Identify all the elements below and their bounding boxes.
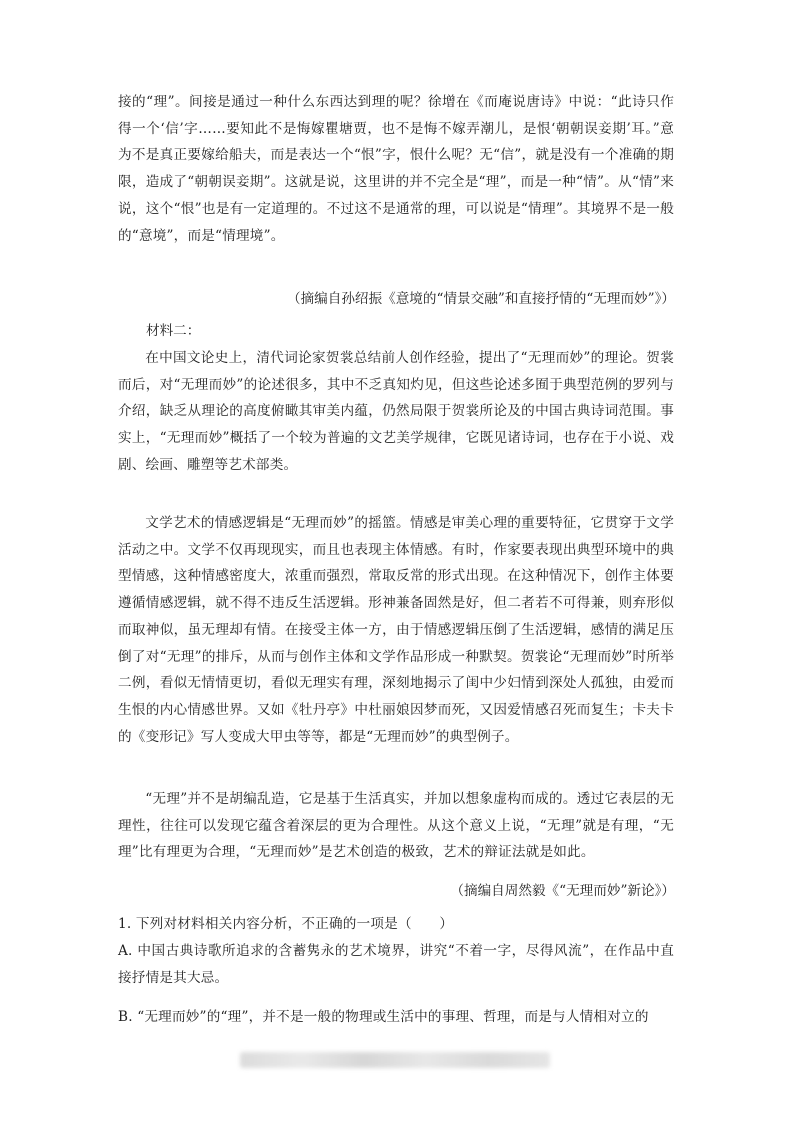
question-1-option-b: B. “无理而妙”的“理”，并不是一般的物理或生活中的事理、哲理，而是与人情相对立的 [118, 1009, 649, 1025]
source-citation-2: （摘编自周然毅《“无理而妙”新论》） [450, 883, 675, 899]
question-1-option-a: A. 中国古典诗歌所追求的含蓄隽永的艺术境界，讲究“不着一字，尽得风流”，在作品中直接抒情是其大忌。 [118, 943, 674, 986]
material2-paragraph-2: 文学艺术的情感逻辑是“无理而妙”的摇篮。情感是审美心理的重要特征，它贯穿于文学活动之中。文学不仅再现现实，而且也表现主体情感。有时，作家要表现出典型环境中的典型情感，这种情感密度大，浓重而强烈，常取反常的形式出现。在这种情况下，创作主体要遵循情感逻辑，就不得不违反生活逻辑。形神兼备固然是好，但二者若不可得兼，则弃形似而取神似，虽无理却有情。在接受主体一方，由于情感逻辑压倒了生活逻辑，感情的满足压倒了对“无理”的排斥，从而与创作主体和文学作品形成一种默契。贺裳论“无理而妙”时所举二例，看似无情情更切，看似无理实有理，深刻地揭示了闺中少妇情到深处人孤独，由爱而生恨的内心情感世界。又如《牡丹亭》中杜丽娘因梦而死，又因爱情感召死而复生；卡夫卡的《变形记》写人变成大甲虫等等，都是“无理而妙”的典型例子。 [118, 515, 674, 745]
blurred-footer-watermark [240, 1052, 550, 1068]
source-citation-1: （摘编自孙绍振《意境的“情景交融”和直接抒情的“无理而妙”》） [286, 291, 675, 307]
material2-paragraph-3: “无理”并不是胡编乱造，它是基于生活真实，并加以想象虚构而成的。透过它表层的无理性，往往可以发现它蕴含着深层的更为合理性。从这个意义上说，“无理”就是有理，“无理”比有理更为合理，“无理而妙”是艺术创造的极致，艺术的辩证法就是如此。 [118, 791, 674, 861]
material1-tail-paragraph: 接的“理”。间接是通过一种什么东西达到理的呢？徐增在《而庵说唐诗》中说：“此诗只作得一个‘信’字……要知此不是悔嫁瞿塘贾，也不是悔不嫁弄潮儿，是恨‘朝朝误妾期’耳。”意为不是真正要嫁给船夫，而是表达一个“恨”字，恨什么呢？无“信”，就是没有一个准确的期限，造成了“朝朝误妾期”。这就是说，这里讲的并不完全是“理”，而是一种“情”。从“情”来说，这个“恨”也是有一定道理的。不过这不是通常的理，可以说是“情理”。其境界不是一般的“意境”，而是“情理境”。 [118, 94, 674, 244]
material2-paragraph-1: 在中国文论史上，清代词论家贺裳总结前人创作经验，提出了“无理而妙”的理论。贺裳而后，对“无理而妙”的论述很多，其中不乏真知灼见，但这些论述多囿于典型范例的罗列与介绍，缺乏从理论的高度俯瞰其审美内蕴，仍然局限于贺裳所论及的中国古典诗词范围。事实上，“无理而妙”概括了一个较为普遍的文艺美学规律，它既见诸诗词，也存在于小说、戏剧、绘画、雕塑等艺术部类。 [118, 350, 674, 473]
question-1-stem: 1. 下列对材料相关内容分析，不正确的一项是（ ） [118, 916, 454, 932]
material2-heading: 材料二： [146, 323, 201, 339]
